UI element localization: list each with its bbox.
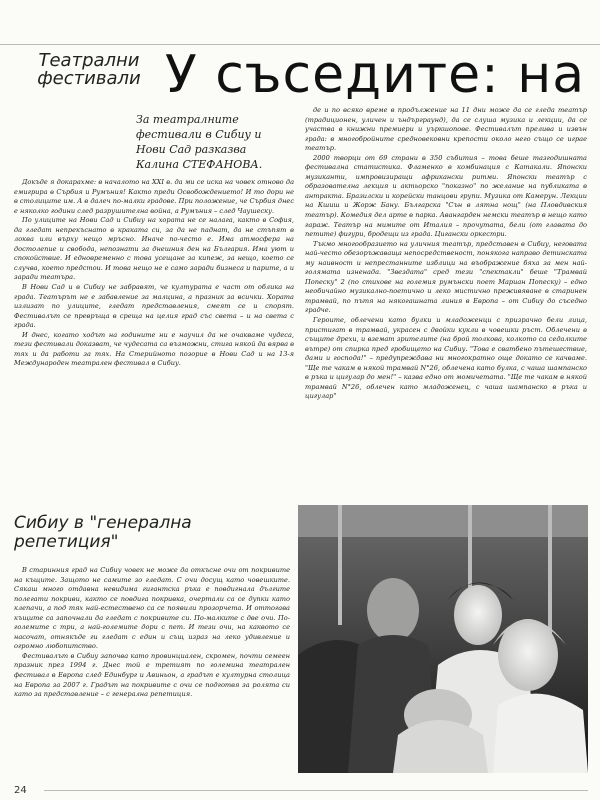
paragraph: Тъкмо многообразието на уличния театър, представен в Сибиу, неговата най-често обезоръжаваща непосредственост, понякога направо детинската му наивност и непрестанните изблици на въображение бяха за мен най-голямата изненада. "Звездата" сред тези "спектакли" беше "Трамвай Попеску" 2 (по стихове на големия румънски поет Мариан Попеску) – едно необичайно музикално-поетично и леко мистично преживяване в старинен трамвай, по пътя на някогашната линия в Европа – от Сибиу до съседно градче. (305, 239, 587, 315)
paragraph: де и по всяко време в продължение на 11 дни може да се гледа театър (традиционен, уличен и ъндърграунд), да се слуша музика и лекции, да се участва в книжни премиери и уъркшопове. Фестивалът прелива и извън града: в многобройните средновековни крепости около него също се играе театър. (305, 106, 587, 153)
paragraph: Фестивалът в Сибиу започва като провинциален, скромен, почти семеен празник през 1994 г. Днес той е третият по големина театрален фестивал в Европа след Единбург и Авиньон, а градът е културна столица на Европа за 2007 г. Градът на покривите с очи се подготвя за ролята си като за представление – с генерална репетиция. (14, 651, 290, 699)
paragraph: 2000 творци от 69 страни в 350 събития – това беше тазгодишната фестивална статистика. Фламенко в комбинация с Катакали. Японски музиканти, импровизиращи африкански ритми. Японски театър с образователна лекция и актьорско "показно" по желание на публиката в антракта. Бразилски и корейски танцови групи. Музика от Камерун. Лекции на Кшиш и Жорж Бану. Българска "Сън в лятна нощ" (на Пловдивския театър). Комедия дел арте в парка. Авангарден немски театър в нещо като гараж. Театър на мимите от Италия – прочутата, бели (от главата до петите) фигури, бродещи из града. Цигански оркестри. (305, 153, 587, 239)
paragraph: Докъде я докарахме: в началото на XXI в. да ми се иска на човек отново да емигрира в Сърбия и Румъния! Както преди Освобождението! И то дори не в столиците им. А в далеч по-малки градове. При положение, че Сърбия днес е няколко години след разрушителна война, а Румъния – след Чаушеску. (14, 178, 294, 215)
section-label: Театрални фестивали (37, 50, 141, 89)
right-column (305, 106, 587, 498)
left-column (14, 178, 294, 508)
paragraph: По улиците на Нови Сад и Сибиу на хората не се налага, както в София, да гледат непрекъснато в краката си, за да не паднат, да не стъпят в локва или върху нещо мръсно. Иначе по-често е. Има атмосфера на достолепие и свобода, непознати за днешния ден на България. Има уют и спокойствие. И едновременно с това усещане за кипеж, за нещо, което се случва, което предстои. И това нещо не е само заради бизнеса и парите, а и заради театъра. (14, 216, 294, 282)
article-headline: У съседите: на (165, 46, 586, 104)
paragraph: И днес, когато ходът на годините ни е научил да не очакваме чудеса, тези фестивали доказват, че чудесата са възможни, стига някой да вярва в тях и да работи за тях. На Стерийното позорие в Нови Сад и на 13-я Международен театрален фестивал в Сибиу. (14, 330, 294, 368)
paragraph: В Нови Сад и в Сибиу не забравят, че културата е част от облика на града. Театърът не е забавление за малцина, а празник за всички. Хората излизат по улиците, гледат представления, смеят се и спорят. Фестивалът се превръща в среща на целия град със света – и на света с града. (14, 283, 294, 330)
top-rule (0, 44, 600, 45)
subheading: Сибиу в "генерална репетиция" (14, 513, 192, 552)
theatre-photo (298, 505, 588, 773)
page-number: 24 (14, 785, 27, 796)
paragraph: В старинния град на Сибиу човек не може да откъсне очи от покривите на къщите. Защото не самите зо гледат. С очи досущ като човешките. Сякаш много отдавна невидима гигантска ръка е повдигнала дългите полегати покриви, както се повдига покривка, очертали са се дупки като клепачи, а под тях най-естествено са се появили прозорчета. И оттогава къщите са започнали да гледат с покривите си. По-малките с две очи. По-големите с три, а най-големите дори с пет. И тези очи, на каквото се насочат, отнякъде ги гледат с един и същ израз на леко удивление и огромно любопитство. (14, 566, 290, 651)
paragraph: Героите, облечени като булки и младоженци с призрачно бели лица, пристигат в трамвай, украсен с двойки кукли в човешки ръст. Облечени в същите дрехи, и вземат зрителите (на брой толкова, колкото са седалките вътре) от спирка пред гробището на Сибиу. "Това е сватбено пътешествие, дами и господа!" – предупреждава ни многократно още докато се качваме. "Ще те чакам в някой трамвай N°26, облечена като булка, с чаша шампанско в ръка и цигулар до мен!" – казва едно от момичетата. "Ще те чакам в някой трамвай N°26, облечен като младоженец, с чаша шампанско в ръка и цигулар" (305, 316, 587, 401)
bottom-left-column (14, 566, 290, 776)
article-lead: За театралните фестивали в Сибиу и Нови Сад разказва Калина СТЕФАНОВА. (136, 113, 263, 171)
bottom-rule (44, 790, 588, 791)
photo-image (298, 505, 588, 773)
